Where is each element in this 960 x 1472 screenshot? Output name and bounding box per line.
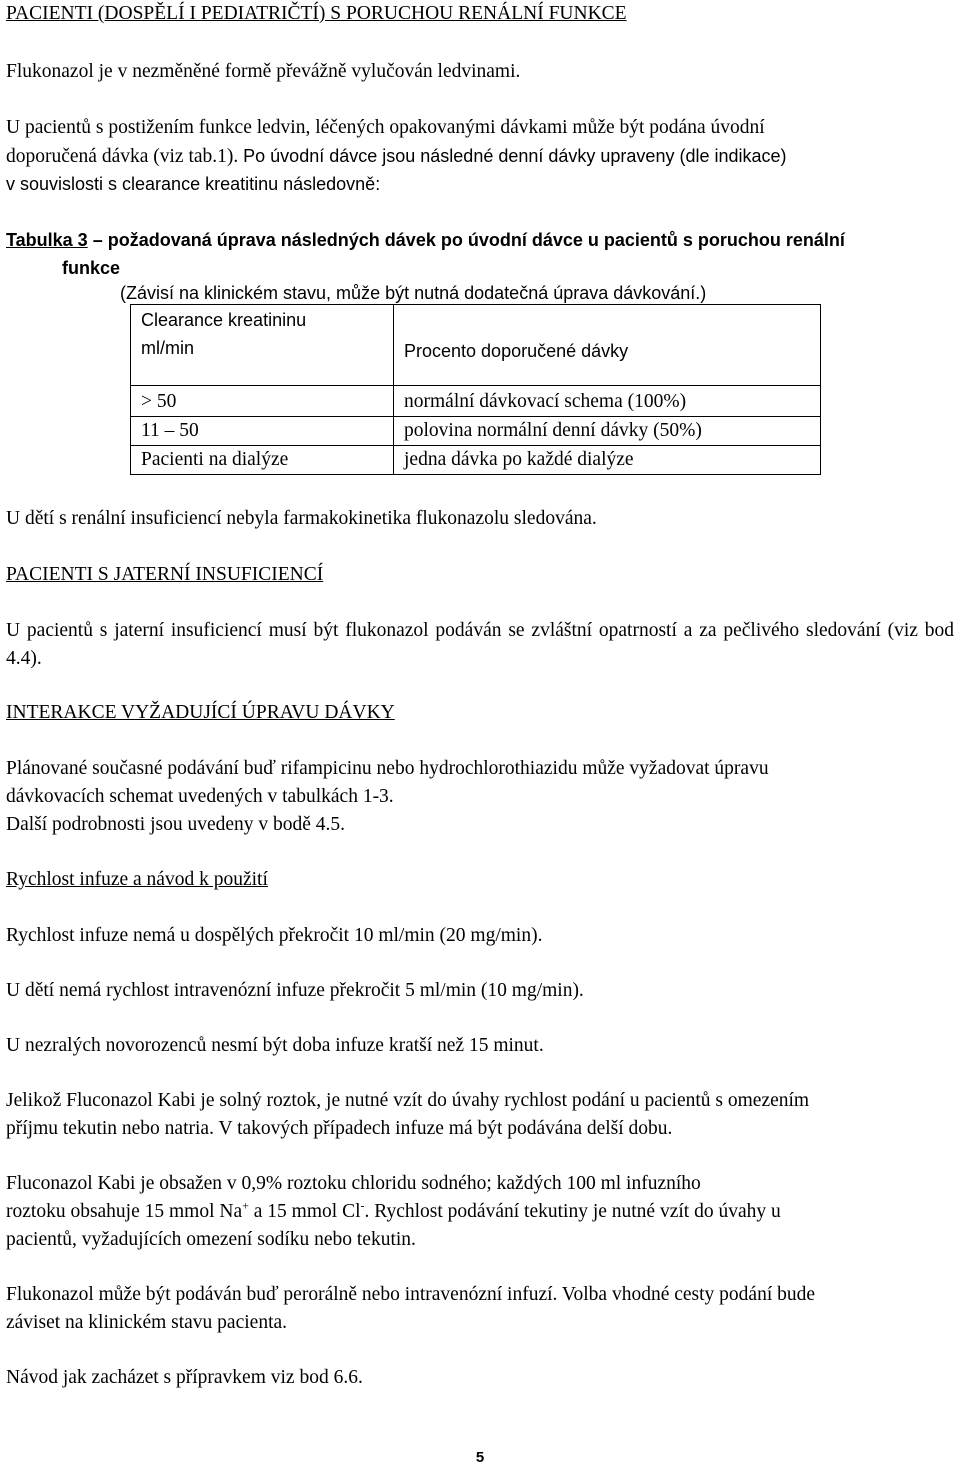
- paragraph: záviset na klinickém stavu pacienta.: [6, 1312, 288, 1333]
- section-heading-interactions: INTERAKCE VYŽADUJÍCÍ ÚPRAVU DÁVKY: [6, 702, 395, 723]
- cell-clearance: > 50: [131, 386, 394, 417]
- cell-dose: normální dávkovací schema (100%): [394, 386, 821, 417]
- header-cell-clearance: [131, 305, 394, 386]
- section-heading-infusion: Rychlost infuze a návod k použití: [6, 869, 268, 890]
- paragraph: v souvislosti s clearance kreatitinu následovně:: [6, 174, 381, 194]
- header-text: Procento doporučené dávky: [404, 341, 629, 361]
- paragraph: U pacientů s postižením funkce ledvin, léčených opakovanými dávkami může být podána úvodní: [6, 117, 765, 138]
- table-row: [131, 386, 821, 417]
- table-note: (Závisí na klinickém stavu, může být nutná dodatečná úprava dávkování.): [120, 283, 707, 303]
- table-header-row: [131, 305, 821, 386]
- paragraph: Plánované současné podávání buď rifampicinu nebo hydrochlorothiazidu může vyžadovat úpravu: [6, 758, 769, 779]
- header-cell-dose: [394, 305, 821, 386]
- text-run: a 15 mmol Cl: [248, 1201, 361, 1222]
- paragraph: Flukonazol může být podáván buď perorálně nebo intravenózní infuzí. Volba vhodné cesty podání bude: [6, 1284, 816, 1305]
- paragraph: U dětí nemá rychlost intravenózní infuze překročit 5 ml/min (10 mg/min).: [6, 980, 584, 1001]
- paragraph: [6, 1198, 954, 1226]
- table-caption-label: Tabulka 3: [6, 230, 88, 250]
- section-heading-renal: PACIENTI (DOSPĚLÍ I PEDIATRIČTÍ) S PORUCHOU RENÁLNÍ FUNKCE: [6, 3, 627, 24]
- paragraph: Rychlost infuze nemá u dospělých překročit 10 ml/min (20 mg/min).: [6, 925, 543, 946]
- paragraph: U dětí s renální insuficiencí nebyla farmakokinetika flukonazolu sledována.: [6, 508, 597, 529]
- text-run: roztoku obsahuje 15 mmol Na: [6, 1201, 243, 1222]
- paragraph: Další podrobnosti jsou uvedeny v bodě 4.5.: [6, 814, 346, 835]
- superscript: +: [242, 1198, 249, 1213]
- paragraph: U pacientů s jaterní insuficiencí musí být flukonazol podáván se zvláštní opatrností a za pečlivého sledování (viz bod 4.4).: [6, 620, 954, 669]
- header-text: ml/min: [141, 338, 194, 358]
- cell-clearance: 11 – 50: [131, 417, 394, 446]
- table-caption: [6, 226, 954, 254]
- paragraph: pacientů, vyžadujících omezení sodíku nebo tekutin.: [6, 1229, 416, 1250]
- table-caption-line2: funkce: [62, 258, 121, 278]
- table-row: [131, 417, 821, 446]
- paragraph: Fluconazol Kabi je obsažen v 0,9% roztoku chloridu sodného; každých 100 ml infuzního: [6, 1173, 701, 1194]
- text-run: . Rychlost podávání tekutiny je nutné vzít do úvahy u: [364, 1201, 781, 1222]
- section-heading-hepatic: PACIENTI S JATERNÍ INSUFICIENCÍ: [6, 564, 324, 585]
- paragraph: U nezralých novorozenců nesmí být doba infuze kratší než 15 minut.: [6, 1035, 544, 1056]
- cell-dose: polovina normální denní dávky (50%): [394, 417, 821, 446]
- page-number: 5: [475, 1449, 485, 1466]
- cell-dose: jedna dávka po každé dialýze: [394, 446, 821, 475]
- paragraph: Návod jak zacházet s přípravkem viz bod 6.6.: [6, 1367, 363, 1388]
- paragraph: příjmu tekutin nebo natria. V takových případech infuze má být podávána delší dobu.: [6, 1118, 673, 1139]
- header-text: Clearance kreatininu: [141, 310, 307, 330]
- table-caption-text: – požadovaná úprava následných dávek po úvodní dávce u pacientů s poruchou renální: [87, 230, 845, 250]
- text-run: Po úvodní dávce jsou následné denní dávky upraveny (dle indikace): [243, 146, 787, 166]
- cell-clearance: Pacienti na dialýze: [131, 446, 394, 475]
- paragraph: dávkovacích schemat uvedených v tabulkách 1-3.: [6, 786, 394, 807]
- paragraph: [6, 142, 954, 171]
- text-run: doporučená dávka (viz tab.1).: [6, 146, 244, 167]
- paragraph: Flukonazol je v nezměněné formě převážně vylučován ledvinami.: [6, 61, 521, 82]
- superscript: -: [360, 1198, 365, 1213]
- table-row: [131, 446, 821, 475]
- dose-table: [130, 304, 821, 475]
- paragraph: Jelikož Fluconazol Kabi je solný roztok, je nutné vzít do úvahy rychlost podání u pacientů s omezením: [6, 1090, 810, 1111]
